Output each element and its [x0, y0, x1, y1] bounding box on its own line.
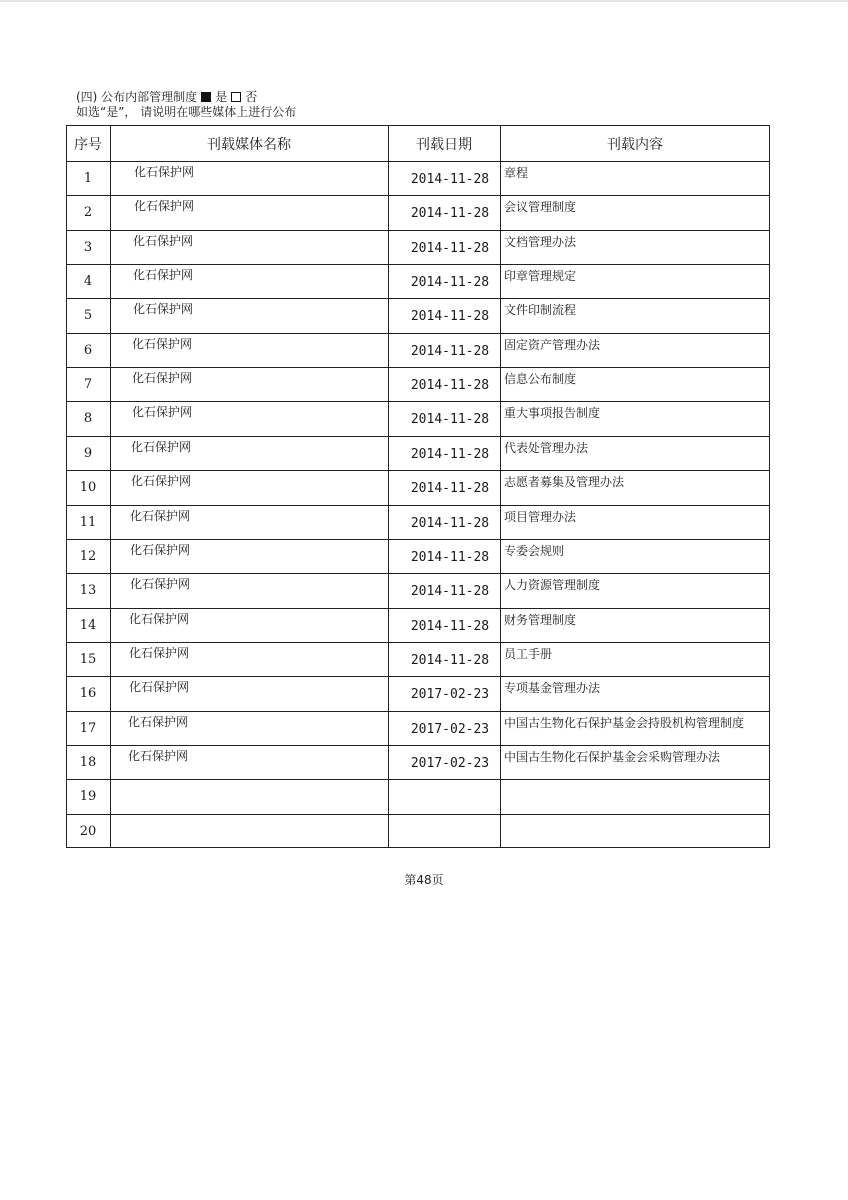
table-row [66, 401, 770, 435]
row-publish-date: 2014-11-28 [410, 618, 490, 634]
page-number: 第48页 [404, 873, 444, 887]
row-media-name: 化石保护网 [133, 233, 194, 248]
row-publish-date: 2014-11-28 [410, 172, 490, 187]
row-publish-date: 2014-11-28 [410, 206, 490, 222]
row-seq-no: 12 [79, 548, 97, 564]
scan-edge-line [0, 0, 848, 2]
row-seq-no: 13 [79, 583, 97, 599]
row-content: 章程 [504, 166, 529, 180]
row-seq-no: 14 [79, 617, 97, 633]
row-media-name: 化石保护网 [134, 199, 195, 214]
row-content: 志愿者募集及管理办法 [504, 475, 625, 490]
row-publish-date: 2014-11-28 [410, 275, 490, 291]
row-seq-no: 8 [83, 411, 93, 427]
row-media-name: 化石保护网 [133, 268, 194, 283]
row-content: 文件印制流程 [504, 303, 577, 318]
table-row [66, 814, 770, 848]
table-row [66, 539, 770, 573]
row-media-name: 化石保护网 [132, 371, 193, 386]
row-content: 员工手册 [504, 646, 553, 661]
row-media-name: 化石保护网 [130, 542, 191, 557]
row-content: 项目管理办法 [504, 509, 577, 524]
row-seq-no: 9 [83, 445, 93, 461]
row-media-name: 化石保护网 [128, 748, 189, 763]
row-publish-date: 2017-02-23 [410, 687, 490, 703]
table-row [66, 745, 770, 779]
row-media-name: 化石保护网 [131, 439, 192, 454]
table-row [66, 505, 770, 539]
row-seq-no: 7 [83, 377, 93, 393]
table-row [66, 573, 770, 607]
table-row [66, 264, 770, 298]
table-row [66, 436, 770, 470]
row-media-name: 化石保护网 [130, 508, 191, 523]
table-row [66, 195, 770, 229]
row-seq-no: 2 [83, 205, 93, 221]
row-media-name: 化石保护网 [132, 405, 193, 420]
table-row [66, 367, 770, 401]
row-publish-date: 2017-02-23 [410, 755, 490, 771]
row-media-name: 化石保护网 [130, 577, 191, 592]
row-content: 文档管理办法 [504, 234, 577, 249]
row-content: 代表处管理办法 [504, 440, 589, 455]
row-seq-no: 3 [83, 239, 93, 255]
row-media-name: 化石保护网 [128, 714, 189, 729]
table-row [66, 608, 770, 642]
row-media-name: 化石保护网 [132, 336, 193, 351]
row-publish-date: 2014-11-28 [410, 412, 490, 428]
table-row [66, 230, 770, 264]
row-seq-no: 17 [79, 720, 97, 736]
row-publish-date: 2014-11-28 [410, 343, 490, 359]
row-content: 印章管理规定 [504, 269, 577, 284]
row-media-name: 化石保护网 [129, 645, 190, 660]
row-seq-no: 5 [83, 308, 93, 324]
row-publish-date: 2014-11-28 [410, 378, 490, 394]
table-row [66, 711, 770, 745]
row-content: 财务管理制度 [504, 612, 577, 627]
checkbox-yes-icon [201, 92, 211, 102]
row-seq-no: 19 [79, 789, 97, 805]
row-seq-no: 10 [79, 480, 97, 496]
question-label: (四) 公布内部管理制度 [76, 90, 198, 104]
row-content: 固定资产管理办法 [504, 337, 601, 352]
row-publish-date: 2014-11-28 [410, 481, 490, 497]
disclosure-question [76, 90, 296, 105]
header-seq-no: 序号 [74, 137, 102, 153]
row-content: 重大事项报告制度 [504, 406, 601, 421]
table-row [66, 779, 770, 813]
section-header [76, 90, 296, 120]
row-seq-no: 4 [83, 274, 93, 290]
row-publish-date: 2014-11-28 [410, 240, 490, 256]
option-no-label: 否 [245, 90, 258, 104]
row-media-name: 化石保护网 [134, 165, 195, 179]
row-content: 专委会规则 [504, 543, 565, 558]
row-seq-no: 6 [83, 342, 93, 358]
row-seq-no: 18 [79, 754, 97, 770]
row-content: 会议管理制度 [504, 200, 577, 215]
header-media-name: 刊载媒体名称 [207, 137, 291, 153]
table-row [66, 470, 770, 504]
row-seq-no: 20 [79, 823, 97, 839]
row-content: 人力资源管理制度 [504, 578, 601, 593]
table-row [66, 676, 770, 710]
row-publish-date: 2014-11-28 [410, 652, 490, 668]
row-media-name: 化石保护网 [129, 611, 190, 626]
row-seq-no: 11 [79, 514, 97, 530]
row-media-name: 化石保护网 [129, 680, 190, 695]
row-publish-date: 2014-11-28 [410, 549, 490, 565]
header-content: 刊载内容 [607, 137, 663, 153]
option-yes-label: 是 [215, 90, 228, 104]
table-row [66, 642, 770, 676]
instruction-text: 如选“是”， 请说明在哪些媒体上进行公布 [76, 105, 297, 119]
row-seq-no: 1 [83, 171, 93, 186]
row-media-name: 化石保护网 [131, 474, 192, 489]
row-publish-date: 2017-02-23 [410, 721, 490, 737]
row-content: 专项基金管理办法 [504, 681, 601, 696]
row-seq-no: 15 [79, 651, 97, 667]
row-content: 中国古生物化石保护基金会采购管理办法 [504, 749, 721, 764]
row-publish-date: 2014-11-28 [410, 584, 490, 600]
table-row [66, 333, 770, 367]
row-media-name: 化石保护网 [133, 302, 194, 317]
header-publish-date: 刊载日期 [416, 137, 472, 153]
row-seq-no: 16 [79, 686, 97, 702]
row-publish-date: 2014-11-28 [410, 309, 490, 325]
row-content: 中国古生物化石保护基金会持股机构管理制度 [504, 715, 745, 730]
row-content: 信息公布制度 [504, 372, 577, 387]
checkbox-no-icon [231, 92, 241, 102]
table-row [66, 161, 770, 195]
row-publish-date: 2014-11-28 [410, 515, 490, 531]
table-row [66, 298, 770, 332]
row-publish-date: 2014-11-28 [410, 446, 490, 462]
publication-table [66, 125, 770, 848]
